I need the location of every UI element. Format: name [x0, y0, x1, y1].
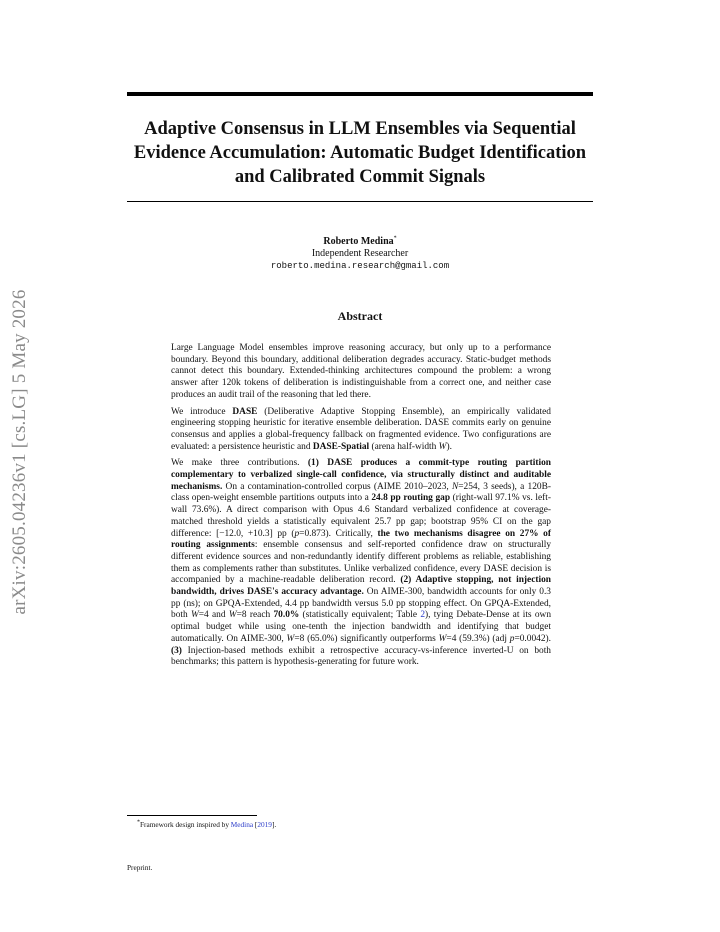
abstract-body	[171, 343, 551, 674]
paper-title: Adaptive Consensus in LLM Ensembles via Sequential Evidence Accumulation: Automatic Budget Identification and Calibrated Commit Signals	[133, 119, 587, 187]
math-symbol: W	[190, 610, 199, 621]
author-block	[127, 236, 593, 272]
abstract-text: On a contamination-controlled corpus (AIME 2010–2023,	[222, 481, 452, 492]
math-symbol: W	[438, 441, 447, 452]
preprint-label: Preprint.	[127, 863, 153, 872]
footnote-text: Framework design inspired by	[140, 820, 231, 829]
footnote-tail: .	[274, 820, 277, 829]
arxiv-identifier-text: arXiv:2605.04236v1 [cs.LG] 5 May 2026	[9, 289, 30, 615]
abstract-emphasis: (1) DASE produces a commit-type routing partition complementary to verbalized single-call confidence, via structurally distinct and auditable mechanisms.	[171, 458, 551, 492]
author-email[interactable]: roberto.medina.research@gmail.com	[270, 261, 450, 271]
abstract-paragraph	[171, 407, 551, 454]
abstract-emphasis: DASE	[232, 406, 258, 417]
abstract-paragraph	[171, 343, 551, 402]
abstract-text: =254, 3 seeds), a 120B-class open-weight ensemble partitions outputs into a	[171, 481, 551, 504]
abstract-text: : ensemble consensus and self-reported confidence draw on structurally different evidence sources and non-redundantly identify different problems as reliable, establishing them as complements rather than substitutes. Unlike verbalized confidence, every DASE decision is accompanied by a machine-readable deliberation record.	[171, 540, 552, 586]
footnote-rule	[127, 815, 257, 816]
author-name: Roberto Medina	[323, 236, 394, 247]
math-symbol: N	[452, 481, 459, 492]
abstract-emphasis: the two mechanisms disagree on 27% of routing assignments	[171, 528, 551, 551]
math-symbol: W	[228, 610, 237, 621]
abstract-emphasis: 70.0%	[273, 610, 300, 621]
math-symbol: p	[294, 528, 300, 539]
math-symbol: W	[438, 633, 447, 644]
table-reference-link[interactable]: 2	[420, 610, 426, 621]
abstract-text: =4 (59.3%) (adj	[446, 633, 510, 644]
abstract-text: (Deliberative Adaptive Stopping Ensemble), an empirically validated engineering stopping heuristic for iterative ensemble deliberation. DASE commits early on genuine consensus and applies a global-frequency fallback on fragmented evidence. Two configurations are evaluated: a persistence heuristic and	[171, 406, 551, 452]
author-line	[127, 236, 593, 248]
abstract-text: (arena half-width	[369, 441, 439, 452]
abstract-text: On AIME-300, bandwidth accounts for only 0.3 pp (ns); on GPQA-Extended, 4.4 pp bandwidth versus 5.0 pp stopping effect. On GPQA-Extended, both	[171, 587, 551, 621]
abstract-text: Injection-based methods exhibit a retrospective accuracy-vs-inference inverted-U on both benchmarks; this pattern is hypothesis-generating for future work.	[171, 645, 551, 668]
abstract-text: We make three contributions.	[171, 458, 308, 469]
math-symbol: W	[286, 633, 295, 644]
abstract-paragraph	[171, 458, 551, 669]
abstract-emphasis: 24.8 pp routing gap	[371, 493, 451, 504]
abstract-text: =4 and	[198, 610, 229, 621]
footnote-citation-name[interactable]: Medina	[230, 820, 254, 829]
abstract-text: =0.0042).	[514, 633, 551, 644]
abstract-text: =0.873). Critically,	[299, 528, 378, 539]
author-affiliation: Independent Researcher	[311, 248, 409, 259]
math-symbol: p	[509, 633, 515, 644]
abstract-heading: Abstract	[337, 309, 383, 323]
abstract-text: (right-wall 97.1% vs. left-wall 73.6%). A direct comparison with Opus 4.6 Standard verbalized confidence at coverage-matched threshold yields a statistically equivalent 25.7 pp gap; bootstrap 95% CI on the gap difference: [−12.0, +10.3] pp (	[171, 493, 551, 539]
abstract-text: (statistically equivalent; Table	[299, 610, 421, 621]
abstract-text: We introduce	[171, 406, 233, 417]
abstract-text: ).	[446, 441, 452, 452]
abstract-text: =8 reach	[236, 610, 274, 621]
footnote-citation-year[interactable]: 2019	[257, 820, 272, 829]
abstract-text: Large Language Model ensembles improve reasoning accuracy, but only up to a performance boundary. Beyond this boundary, additional deliberation degrades accuracy. Static-budget methods cannot detect this boundary. Extended-thinking architectures compound the problem: a wrong answer after 120k tokens of deliberation is indistinguishable from a correct one, and neither case produces an audit trail of the reasoning that led there.	[171, 343, 551, 400]
abstract-text: ), tying Debate-Dense at its own optimal budget while using one-tenth the injection bandwidth and identifying that budget automatically. On AIME-300,	[171, 610, 552, 644]
abstract-emphasis: (3)	[171, 645, 182, 656]
abstract-text: =8 (65.0%) significantly outperforms	[294, 633, 439, 644]
footnote-mark: *	[137, 819, 140, 826]
footnote: *Framework design inspired by Medina [2019].	[137, 819, 277, 829]
abstract-emphasis: DASE-Spatial	[312, 441, 370, 452]
title-top-rule	[127, 92, 593, 96]
abstract-emphasis: (2) Adaptive stopping, not injection bandwidth, drives DASE's accuracy advantage.	[171, 575, 552, 598]
title-bottom-rule	[127, 201, 593, 202]
author-footnote-mark: *	[393, 235, 397, 242]
